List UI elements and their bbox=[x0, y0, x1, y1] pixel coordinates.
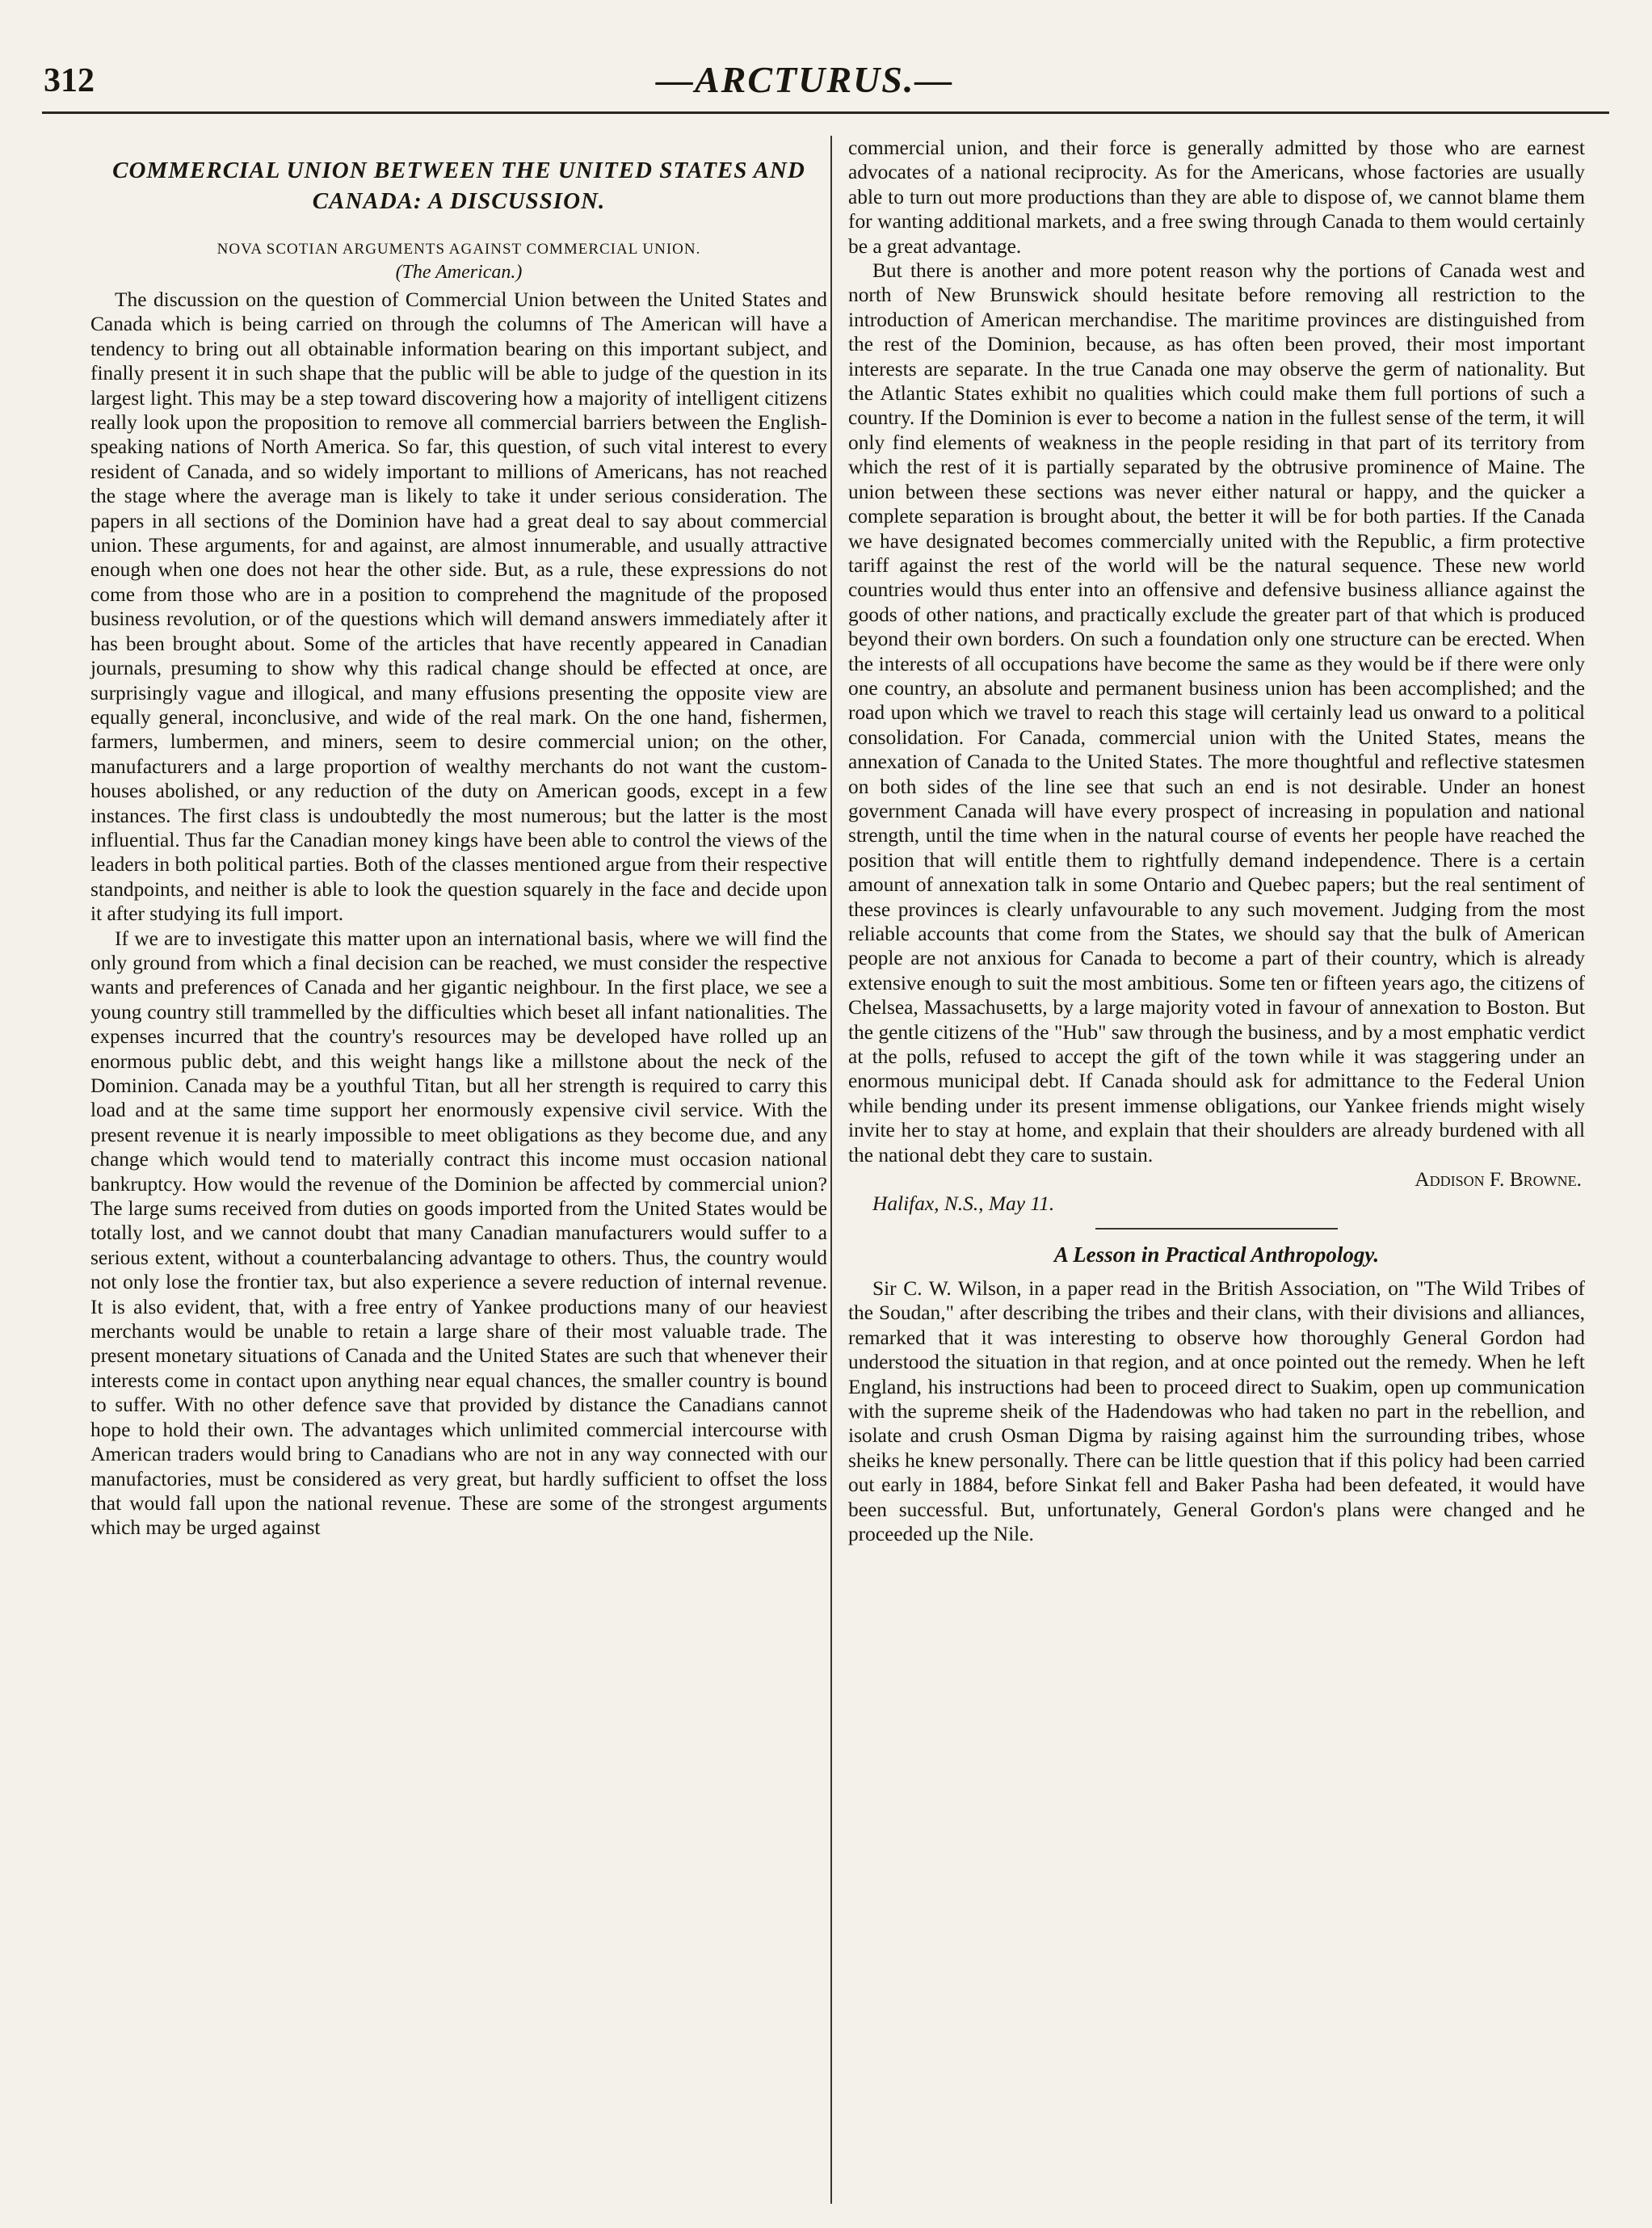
article-subhead: NOVA SCOTIAN ARGUMENTS AGAINST COMMERCIAL UNION. bbox=[216, 241, 701, 258]
paragraph: Sir C. W. Wilson, in a paper read in the British Association, on "The Wild Tribes of the Soudan," after describing the tribes and their clans, with their divisions and alliances, remarked that it was interesting to observe how thoroughly General Gordon had understood the situation in that region, and at once pointed out the remedy. When he left England, his instructions had been to proceed direct to Suakim, open up communication with the supreme sheik of the Hadendowas who had taken no part in the rebellion, and isolate and crush Osman Digma by raising against him the surrounding tribes, whose sheiks he knew personally. There can be little question that if this policy had been carried out early in 1884, before Sinkat fell and Baker Pasha had been defeated, it would have been successful. But, unfortunately, General Gordon's plans were changed and he proceeded up the Nile. bbox=[848, 1276, 1585, 1545]
header-rule bbox=[42, 111, 1609, 114]
author-signature: Addison F. Browne. bbox=[1414, 1168, 1582, 1192]
paragraph: But there is another and more potent reason why the portions of Canada west and north of New Brunswick should hesitate before removing all restriction to the introduction of American merchandise. The maritime provinces are distinguished from the rest of the Dominion, because, as has often been proved, their most important interests are separate. In the true Canada one may observe the germ of nationality. But the Atlantic States exhibit no qualities which could make them full portions of such a country. If the Dominion is ever to become a nation in the fullest sense of the term, it will only find elements of weakness in the people residing in that part of its territory from which the rest of it is partially separated by the obtrusive prominence of Maine. The union between these sections was never either natural or happy, and the quicker a complete separation is brought about, the better it will be for both parties. If the Canada we have designated becomes commercially united with the Republic, a firm protective tariff against the rest of the world will be the natural sequence. These new world countries would thus enter into an offensive and defensive business alliance against the goods of other nations, and practically exclude the greater part of that which is produced beyond their own borders. On such a foundation only one structure can be erected. When the interests of all occupations have become the same as they would be if there were only one country, an absolute and permanent business union has been accomplished; and the road upon which we travel to reach this stage will certainly lead us onward to a political consolidation. For Canada, commercial union with the United States, means the annexation of Canada to the United States. The more thoughtful and reflective statesmen on both sides of the line see that such an end is not desirable. Under an honest government Canada will have every prospect of increasing in population and national strength, until the time when in the natural course of events her people have reached the position that will entitle them to rightfully demand independence. There is a certain amount of annexation talk in some Ontario and Quebec papers; but the real sentiment of these provinces is clearly unfavourable to any such movement. Judging from the most reliable accounts that come from the States, we should say that the bulk of American people are not anxious for Canada to become a part of their country, which is already extensive enough to suit the most ambitious. Some ten or fifteen years ago, the citizens of Chelsea, Massachusetts, by a large majority voted in favour of annexation to Boston. But the gentle citizens of the "Hub" saw through the business, and by a most emphatic verdict at the polls, refused to accept the gift of the town while it was staggering under an enormous municipal debt. If Canada should ask for admittance to the Federal Union while bending under its present immense obligations, our Yankee friends might wisely invite her to stay at home, and explain that their shoulders are already burdened with all the national debt they care to sustain. bbox=[848, 259, 1585, 1167]
left-column bbox=[90, 136, 827, 1541]
dateline: Halifax, N.S., May 11. bbox=[872, 1192, 1055, 1216]
article-title: COMMERCIAL UNION BETWEEN THE UNITED STATES AND CANADA: A DISCUSSION. bbox=[112, 158, 805, 214]
signature-line bbox=[848, 1167, 1585, 1192]
journal-title: —ARCTURUS.— bbox=[656, 59, 954, 100]
running-head bbox=[42, 57, 1609, 105]
paragraph: If we are to investigate this matter upon an international basis, where we will find the only ground from which a final decision can be reached, we must consider the respective wants and preferences of Canada and her gigantic neighbour. In the first place, we see a young country still trammelled by the difficulties which beset all infant nationalities. The expenses incurred that the country's resources may be developed have rolled up an enormous public debt, and this weight hangs like a millstone about the neck of the Dominion. Canada may be a youthful Titan, but all her strength is required to carry this load and at the same time support her enormously expensive civil service. With the present revenue it is nearly impossible to meet obligations as they become due, and any change which would tend to materially contract this income must occasion national bankruptcy. How would the revenue of the Dominion be affected by commercial union? The large sums received from duties on goods imported from the United States would be totally lost, and we cannot doubt that many Canadian manufacturers would suffer to a serious extent, without a counterbalancing advantage to others. Thus, the country would not only lose the frontier tax, but also experience a severe reduction of internal revenue. It is also evident, that, with a free entry of Yankee productions many of our heaviest merchants would be unable to retain a large share of their most valuable trade. The present monetary situations of Canada and the United States are such that whenever their interests come in contact upon anything near equal chances, the smaller country is bound to suffer. With no other defence save that provided by distance the Canadians cannot hope to hold their own. The advantages which unlimited commercial intercourse with American traders would bring to Canadians who are not in any way connected with our manufactories, must be considered as very great, but hardly sufficient to offset the loss that would fall upon the national revenue. These are some of the strongest arguments which may be urged against bbox=[90, 927, 827, 1540]
article-source: (The American.) bbox=[395, 262, 523, 283]
paragraph: commercial union, and their force is generally admitted by those who are earnest advocates of a national reciprocity. As for the Americans, whose factories are usually able to turn out more productions than they are able to dispose of, we cannot blame them for wanting additional markets, and a free swing through Canada to them would certainly be a great advantage. bbox=[848, 137, 1585, 258]
paragraph: The discussion on the question of Commercial Union between the United States and Canada which is being carried on through the columns of The American will have a tendency to bring out all obtainable information bearing on this important subject, and finally present it in such shape that the public will be able to judge of the question in its largest light. This may be a step toward discovering how a majority of intelligent citizens really look upon the proposition to remove all commercial barriers between the English-speaking nations of North America. So far, this question, of such vital interest to every resident of Canada, and so widely important to millions of Americans, has not reached the stage where the average man is likely to take it under serious consideration. The papers in all sections of the Dominion have had a great deal to say about commercial union. These arguments, for and against, are almost innumerable, and usually attractive enough when one does not hear the other side. But, as a rule, these expressions do not come from those who are in a position to comprehend the magnitude of the proposed business revolution, or of the questions which will demand answers immediately after it has been brought about. Some of the articles that have recently appeared in Canadian journals, presuming to show why this radical change should be effected at once, are surprisingly vague and illogical, and many effusions presenting the opposite view are equally general, inconclusive, and wide of the real mark. On the one hand, fishermen, farmers, lumbermen, and miners, seem to desire commercial union; on the other, manufacturers and a large proportion of wealthy merchants do not want the custom-houses abolished, or any reduction of the duty on American goods, except in a few instances. The first class is undoubtedly the most numerous; but the latter is the most influential. Thus far the Canadian money kings have been able to control the views of the leaders in both political parties. Both of the classes mentioned argue from their respective standpoints, and neither is able to look the question squarely in the face and decide upon it after studying its full import. bbox=[90, 288, 827, 926]
page-number: 312 bbox=[44, 62, 95, 99]
column-divider bbox=[830, 136, 832, 2204]
second-article-title: A Lesson in Practical Anthropology. bbox=[1053, 1242, 1380, 1267]
section-rule bbox=[1095, 1228, 1338, 1230]
right-column bbox=[848, 136, 1585, 1546]
